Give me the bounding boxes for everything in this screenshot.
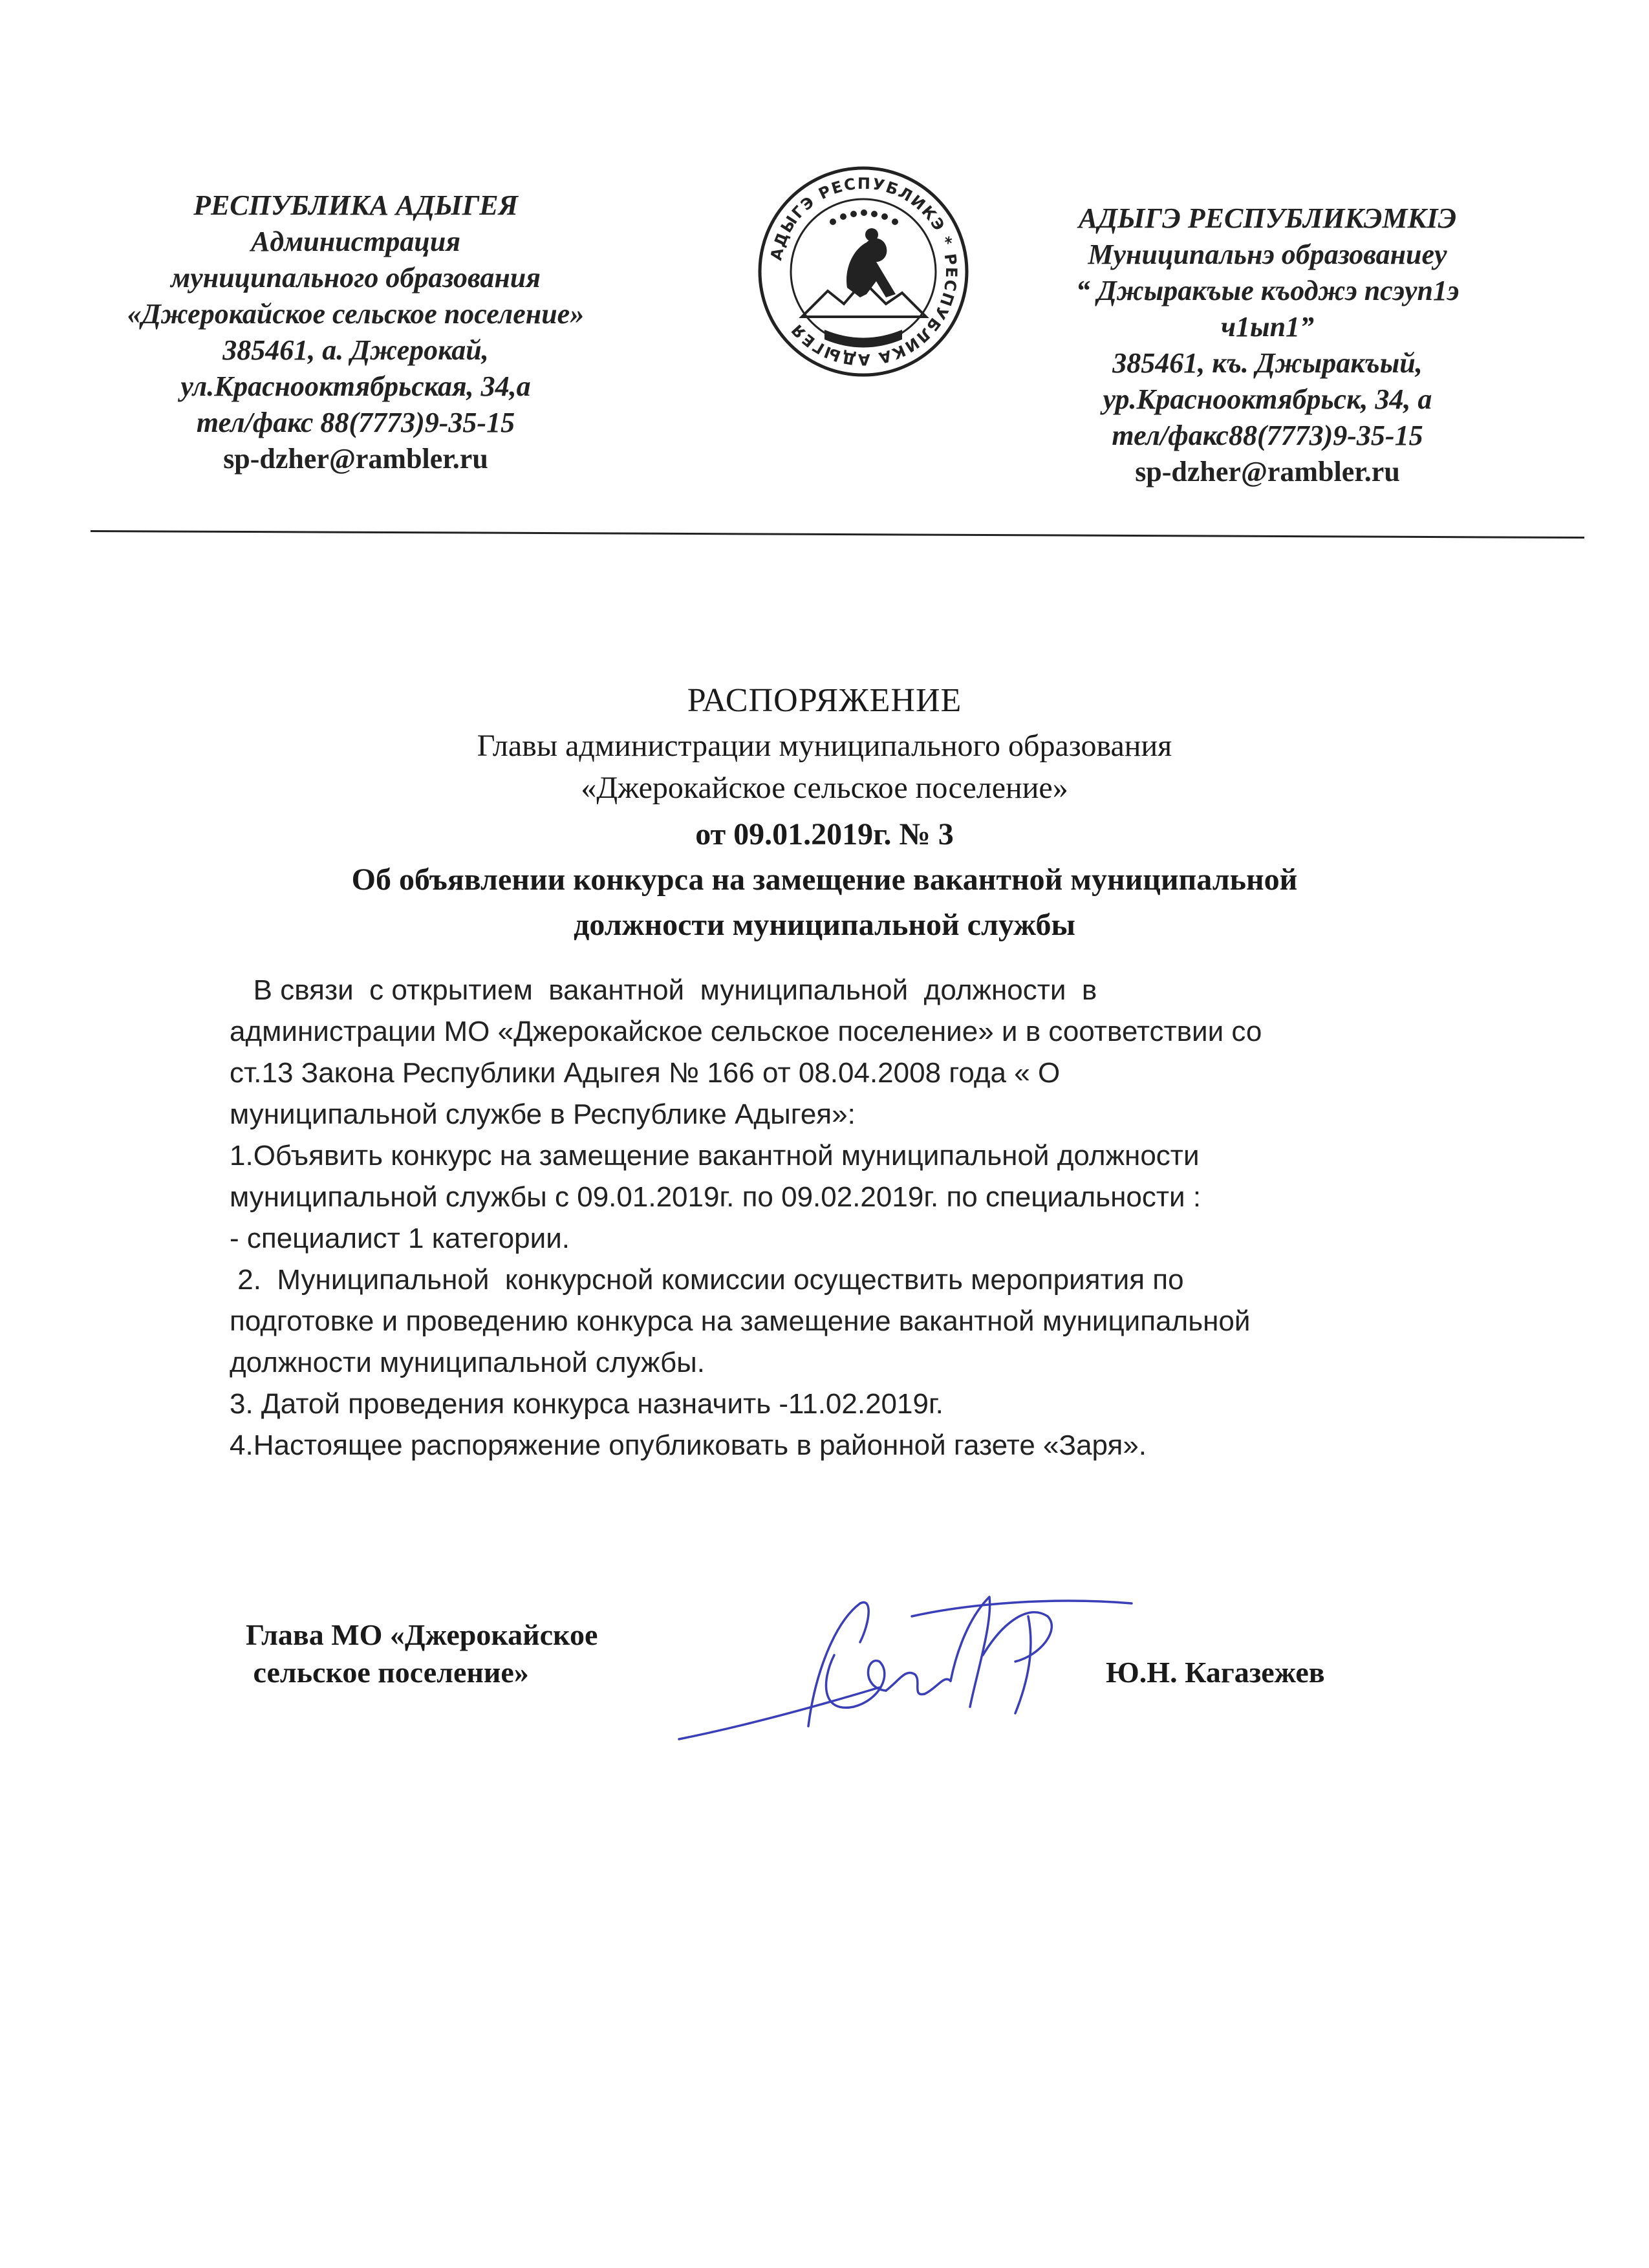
header-right-line: ур.Краснооктябрьск, 34, а [1103,383,1432,415]
body-line: 3. Датой проведения конкурса назначить -11.02.2019г. [230,1388,943,1420]
header-right-line: 385461, къ. Джыракъый, [1112,347,1423,379]
order-body [230,970,1555,1466]
body-line: муниципальной службы с 09.01.2019г. по 09.02.2019г. по специальности : [230,1181,1202,1213]
header-left-line: 385461, а. Джерокай, [222,334,489,366]
order-subject: должности муниципальной службы [574,908,1075,942]
header-left-line: ул.Краснооктябрьская, 34,а [180,370,531,402]
body-line: ст.13 Закона Республики Адыгея № 166 от 08.04.2008 года « О [230,1057,1061,1089]
order-number: от 09.01.2019г. № 3 [695,817,954,851]
signatory-role [246,1616,598,1691]
header-right-line: “ Джыракъые къоджэ псэуп1э [1075,275,1460,306]
header-left-line: муниципального образования [171,262,541,294]
header-right-email: sp-dzher@rambler.ru [1135,456,1400,487]
body-line: В связи с открытием вакантной муниципальной должности в [230,974,1097,1006]
handwritten-signature [666,1578,1145,1771]
adygea-coat-of-arms-emblem-icon [757,165,970,378]
header-left-line: «Джерокайское сельское поселение» [127,298,585,330]
body-line: 1.Объявить конкурс на замещение вакантной муниципальной должности [230,1140,1200,1171]
signatory-role-line: сельское поселение» [246,1656,529,1689]
body-line: 4.Настоящее распоряжение опубликовать в районной газете «Заря». [230,1429,1147,1461]
document-kind: РАСПОРЯЖЕНИЕ [687,682,962,719]
header-left-line: Администрация [250,226,461,257]
emblem-ring-text: АДЫГЭ РЕСПУБЛИКЭ * РЕСПУБЛИКА АДЫГЕЯ [767,174,961,369]
header-right-line: Муниципальнэ образованиеу [1088,239,1447,270]
body-line: муниципальной службе в Республике Адыгея»: [230,1098,856,1130]
signatory-name: Ю.Н. Кагазежев [1106,1656,1325,1689]
header-divider [91,530,1584,539]
body-line: администрации МО «Джерокайское сельское поселение» и в соответствии со [230,1016,1262,1047]
body-line: - специалист 1 категории. [230,1223,570,1254]
header-left-line: тел/факс 88(7773)9-35-15 [196,407,515,438]
header-right-line: тел/факс88(7773)9-35-15 [1112,420,1423,451]
header-left [116,187,595,477]
body-line: 2. Муниципальной конкурсной комиссии осуществить мероприятия по [230,1264,1184,1296]
body-line: должности муниципальной службы. [230,1347,706,1378]
signatory-role-line: Глава МО «Джерокайское [246,1618,598,1651]
header-right [1009,200,1526,490]
issuer-line: Главы администрации муниципального образования [477,729,1172,763]
order-subject: Об объявлении конкурса на замещение вакантной муниципальной [351,862,1298,897]
header-right-line: АДЫГЭ РЕСПУБЛИКЭМКIЭ [1078,202,1457,234]
header-left-line: РЕСПУБЛИКА АДЫГЕЯ [193,189,518,221]
body-line: подготовке и проведению конкурса на замещение вакантной муниципальной [230,1305,1251,1337]
header-right-line: ч1ып1” [1220,311,1315,343]
issuer-line: «Джерокайское сельское поселение» [581,771,1068,805]
header-left-email: sp-dzher@rambler.ru [223,443,488,475]
